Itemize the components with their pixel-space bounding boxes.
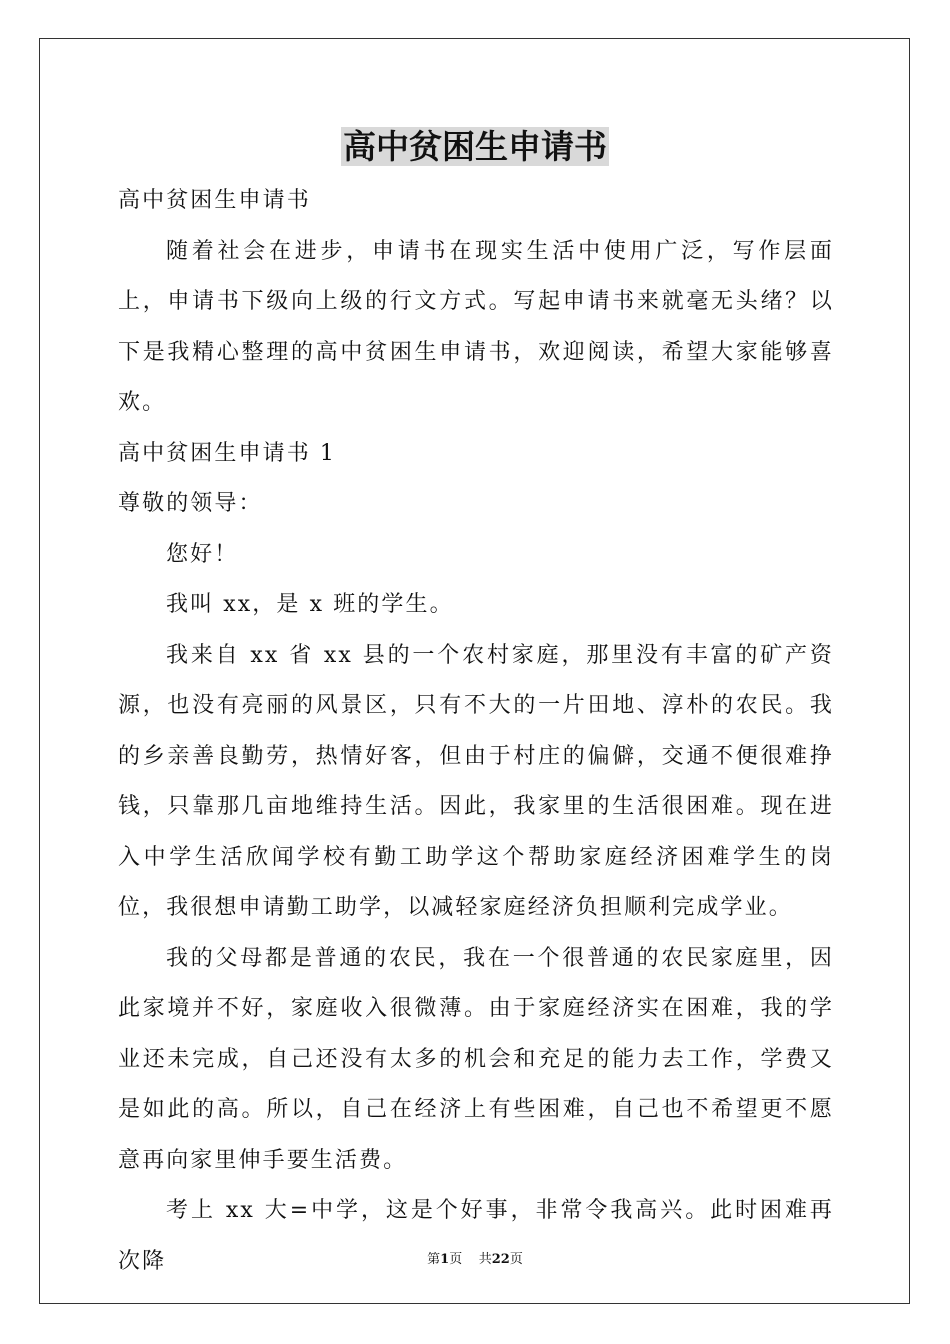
paragraph-intro: 随着社会在进步，申请书在现实生活中使用广泛，写作层面上，申请书下级向上级的行文方式。写起申请书来就毫无头绪？以下是我精心整理的高中贫困生申请书，欢迎阅读，希望大家能够喜欢。 bbox=[118, 238, 834, 415]
footer-page-prefix: 第 bbox=[427, 1252, 441, 1267]
footer-total-suffix: 页 bbox=[509, 1252, 523, 1267]
paragraph-salutation: 尊敬的领导： bbox=[118, 491, 263, 516]
paragraph-greeting: 您好！ bbox=[166, 541, 239, 567]
document-title-text: 高中贫困生申请书 bbox=[343, 127, 607, 166]
paragraph-heading: 高中贫困生申请书 bbox=[118, 188, 311, 213]
paragraph-family: 我的父母都是普通的农民，我在一个很普通的农民家庭里，因此家境并不好，家庭收入很微薄。由于家庭经济实在困难，我的学业还未完成，自己还没有太多的机会和充足的能力去工作，学费又是如此的高。所以，自己在经济上有些困难，自己也不希望更不愿意再向家里伸手要生活费。 bbox=[118, 945, 834, 1173]
footer-total-prefix: 共 bbox=[478, 1252, 492, 1267]
document-title bbox=[0, 124, 950, 170]
document-body bbox=[118, 176, 834, 1287]
paragraph-continuation: 考上 xx 大=中学，这是个好事，非常令我高兴。此时困难再次降 bbox=[118, 1198, 834, 1274]
paragraph-self-intro: 我叫 xx，是 x 班的学生。 bbox=[166, 592, 454, 617]
paragraph-section-title: 高中贫困生申请书 1 bbox=[118, 440, 336, 466]
paragraph-background: 我来自 xx 省 xx 县的一个农村家庭，那里没有丰富的矿产资源，也没有亮丽的风景区，只有不大的一片田地、淳朴的农民。我的乡亲善良勤劳，热情好客，但由于村庄的偏僻，交通不便很难挣钱，只靠那几亩地维持生活。因此，我家里的生活很困难。现在进入中学生活欣闻学校有勤工助学这个帮助家庭经济困难学生的岗位，我很想申请勤工助学，以减轻家庭经济负担顺利完成学业。 bbox=[118, 642, 834, 920]
footer-total-pages: 22 bbox=[491, 1252, 510, 1267]
page-footer bbox=[0, 1248, 950, 1267]
footer-page-suffix: 页 bbox=[449, 1252, 463, 1267]
footer-page-number: 1 bbox=[440, 1252, 450, 1267]
